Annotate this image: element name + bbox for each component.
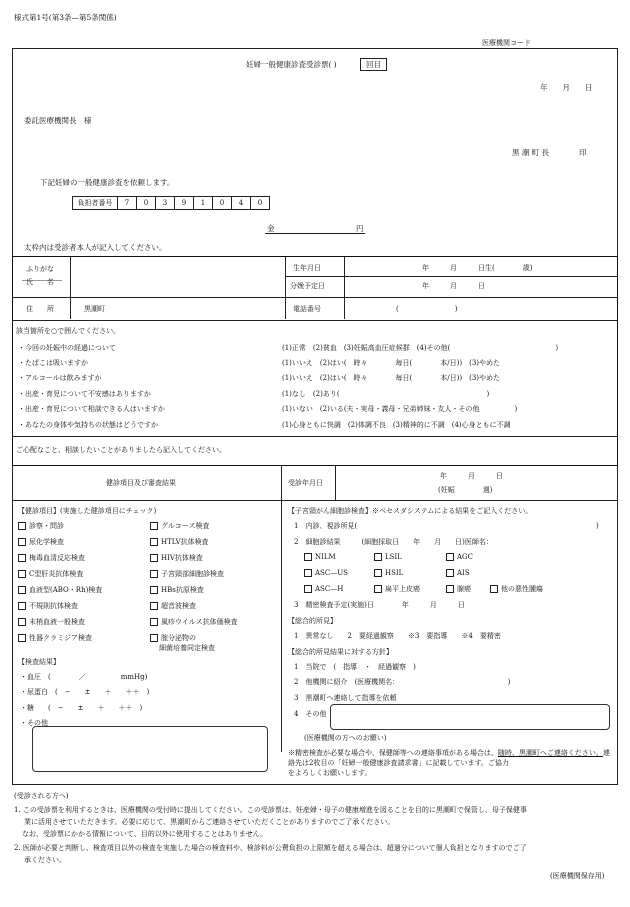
birth-label: 生年月日: [293, 264, 321, 272]
question-answer: (1)正常 (2)貧血 (3)妊娠高血圧症候群 (4)その他( ): [282, 344, 559, 352]
exam-item[interactable]: 尿化学検査: [18, 538, 64, 547]
checkbox[interactable]: [18, 570, 26, 578]
checkbox[interactable]: [18, 522, 26, 530]
due-label: 分娩予定日: [290, 282, 325, 290]
issue-date: 年 月 日: [540, 83, 593, 92]
policy-4: 4 その他: [294, 710, 327, 718]
phone-value: ( ): [396, 305, 458, 313]
footer-note-2-cont: 承ください。: [24, 856, 66, 864]
due-value: 年 月 日: [422, 282, 485, 290]
cancer-item-1: 1 内診、視診所見(: [294, 522, 358, 530]
footer-to: (受診される方へ): [14, 792, 69, 800]
exam-item[interactable]: 性器クラミジア検査: [18, 634, 92, 643]
checkbox[interactable]: [18, 602, 26, 610]
cell-result[interactable]: LSIL: [374, 553, 402, 562]
exam-item[interactable]: 血液型(ABO・Rh)検査: [18, 586, 102, 595]
exam-item[interactable]: C型肝炎抗体検査: [18, 570, 83, 579]
checkbox[interactable]: [150, 586, 158, 594]
urine-sugar: ・糖 ( − ± ＋ ＋＋ ): [20, 704, 143, 712]
payer-digit: 0: [137, 197, 156, 210]
exam-item[interactable]: HTLV抗体検査: [150, 538, 209, 547]
overall-title: 【総合的所見】: [288, 617, 337, 625]
question-answer: (1)いない (2)いる(夫・実母・義母・兄弟姉妹・友人・その他 ): [282, 405, 518, 413]
checkbox[interactable]: [18, 618, 26, 626]
addressee: 委託医療機関長 様: [24, 116, 92, 125]
checkbox[interactable]: [150, 618, 158, 626]
payer-digit: 9: [175, 197, 194, 210]
cell-result[interactable]: ASC—US: [304, 569, 348, 578]
cell-result[interactable]: HSIL: [374, 569, 403, 578]
question-text: ・出産・育児について相談できる人はいますか: [18, 405, 165, 413]
name-label: 氏 名: [26, 278, 54, 286]
exam-items-title: 【健診項目】(実施した健診項目にチェック): [18, 507, 157, 515]
birth-value: 年 月 日生( 歳): [422, 264, 533, 272]
exam-item[interactable]: 超音波検査: [150, 602, 196, 611]
cell-result[interactable]: 腺癌: [446, 585, 471, 594]
payer-digit: 0: [251, 197, 270, 210]
clinic-request-text: ※精密検査が必要な場合や、保健師等への連絡事項がある場合は、随時、黒潮町へご連絡ください。連絡先は2枚目の「妊婦一般健康診査請求書」に記載しています。ご協力 をよろしくお願いします。: [288, 749, 610, 778]
policy-3: 3 黒潮町へ連絡して指導を依頼: [294, 694, 397, 702]
other-results: ・その他: [20, 719, 48, 727]
exam-item[interactable]: HBs抗原検査: [150, 586, 204, 595]
footer-note-1: 1. この受診票を利用するときは、医療機関の受付時に提出してください。この受診票は、妊産婦・母子の健康増進を図ることを目的に黒潮町で保管し、母子保健事: [14, 806, 527, 814]
furigana-label: ふりがな: [26, 265, 54, 273]
results-title: 【検査結果】: [18, 658, 60, 666]
question-text: ・たばこは吸いますか: [18, 359, 88, 367]
exam-item[interactable]: HIV抗体検査: [150, 554, 203, 563]
cell-result[interactable]: AIS: [446, 569, 470, 578]
footer-note-1-extra: なお、受診票にかかる情報について、目的以外に使用することはありません。: [22, 830, 268, 838]
exam-item-continued: 細菌培養同定検査: [159, 644, 215, 652]
cell-result[interactable]: ASC—H: [304, 585, 343, 594]
cell-result[interactable]: AGC: [446, 553, 473, 562]
address-label: 住 所: [26, 305, 54, 313]
pregnancy-weeks: (妊娠 週): [438, 486, 493, 494]
footer-note-2: 2. 医師が必要と判断し、検査項目以外の検査を実施した場合の検査料や、検診料が公費負担の上限額を超える場合は、超過分について個人負担となりますのでご了: [14, 844, 527, 852]
checkbox[interactable]: [150, 522, 158, 530]
question-intro: 該当箇所を○で囲んでください。: [16, 327, 121, 335]
checkbox[interactable]: [18, 554, 26, 562]
question-answer: (1)心身ともに快調 (2)体調不良 (3)精神的に不調 (4)心身ともに不調: [282, 421, 511, 429]
phone-label: 電話番号: [293, 305, 321, 313]
checkbox[interactable]: [150, 570, 158, 578]
cancer-item-2: 2 細胞診結果 (細胞採取日 年 月 日)医師名：: [294, 538, 493, 546]
amount-prefix: 金: [267, 224, 275, 233]
footer-note-1-cont: 業に活用させていただきます。必要に応じて、黒潮町からご連絡させていただくことがありますのでご了承ください。: [24, 818, 395, 826]
cell-result[interactable]: 扁平上皮癌: [374, 585, 420, 594]
payer-number-table: [72, 196, 270, 210]
exam-date-label: 受診年月日: [288, 479, 323, 487]
clinic-request-title: (医療機関の方へのお願い): [304, 734, 387, 742]
issuer: 黒 潮 町 長 印: [512, 148, 587, 157]
exam-item[interactable]: 腟分泌物の: [150, 634, 196, 643]
exam-date-value: 年 月 日: [440, 472, 503, 480]
cancer-title: 【子宮頸がん細胞診検査】※ベセスダシステムによる結果をご記入ください。: [288, 507, 533, 515]
overall-findings: 1 異常なし 2 要経過観察 ※3 要指導 ※4 要精密: [294, 632, 501, 640]
bold-frame-note: 太枠内は受診者本人が記入してください。: [24, 243, 167, 252]
question-text: ・アルコールは飲みますか: [18, 374, 102, 382]
exam-item[interactable]: 子宮頸部細胞診検査: [150, 570, 224, 579]
times-box: 回目: [360, 58, 387, 71]
form-title: 妊婦一般健康診査受診票( ): [246, 60, 337, 69]
checkbox[interactable]: [150, 602, 158, 610]
payer-digit: 1: [194, 197, 213, 210]
cancer-item-3: 3 精密検査予定(実施)日 年 月 日: [294, 601, 465, 609]
question-answer: (1)いいえ (2)はい( 時々 毎日( 本/日)) (3)やめた: [282, 359, 501, 367]
payer-digit: 3: [156, 197, 175, 210]
checkbox[interactable]: [150, 554, 158, 562]
checkbox[interactable]: [150, 538, 158, 546]
amount-suffix: 円: [356, 224, 364, 233]
exam-item[interactable]: 風疹ウイルス抗体価検査: [150, 618, 238, 627]
question-text: ・今回の妊娠中の経過について: [18, 344, 116, 352]
payer-digit: 7: [118, 197, 137, 210]
consult-prompt: ご心配なこと、相談したいことがありましたら記入してください。: [16, 446, 226, 454]
urine-protein: ・尿蛋白 ( − ± ＋ ＋＋ ): [20, 688, 150, 696]
policy-title: 【総合的所見結果に対する方針】: [288, 648, 393, 656]
checkbox[interactable]: [18, 634, 26, 642]
blood-pressure: ・血圧 ( ／ mmHg): [20, 673, 148, 681]
question-answer: (1)いいえ (2)はい( 時々 毎日( 本/日)) (3)やめた: [282, 374, 501, 382]
question-text: ・出産・育児について不安感はありますか: [18, 390, 151, 398]
payer-digit: 0: [213, 197, 232, 210]
policy-1: 1 当院で ( 指導 ・ 経過観察 ): [294, 663, 416, 671]
amount-line: [265, 233, 365, 234]
exam-item[interactable]: 不規則抗体検査: [18, 602, 78, 611]
checkbox[interactable]: [18, 586, 26, 594]
checkbox[interactable]: [150, 634, 158, 642]
question-text: ・あなたの身体や気持ちの状態はどうですか: [18, 421, 158, 429]
policy-2: 2 他機関に紹介 (医療機関名： ): [294, 678, 511, 686]
cell-result[interactable]: NILM: [304, 553, 336, 562]
form-number: 様式第1号(第3条—第5条関係): [14, 13, 117, 22]
exam-item[interactable]: 末梢血液一般検査: [18, 618, 85, 627]
exam-item[interactable]: 梅毒血清反応検査: [18, 554, 85, 563]
request-text: 下記妊婦の一般健康診査を依頼します。: [40, 178, 175, 187]
cell-result[interactable]: 他の悪性腫瘍: [490, 585, 543, 594]
policy-other-box[interactable]: [330, 704, 610, 730]
clinic-copy-label: (医療機関保存用): [550, 872, 605, 880]
question-answer: (1)なし (2)あり( ): [282, 390, 490, 398]
cancer-item-1-end: ): [596, 522, 599, 530]
address-value: 黒潮町: [84, 305, 105, 313]
exam-item[interactable]: 診察・問診: [18, 522, 64, 531]
checkbox[interactable]: [18, 538, 26, 546]
exam-column-header: 健診項目及び審査結果: [106, 479, 176, 487]
payer-digit: 4: [232, 197, 251, 210]
other-results-box[interactable]: [32, 726, 268, 772]
payer-number-label: 負担者番号: [73, 197, 118, 210]
exam-item[interactable]: グルコース検査: [150, 522, 209, 531]
clinic-code-label: 医療機関コード: [482, 39, 531, 47]
